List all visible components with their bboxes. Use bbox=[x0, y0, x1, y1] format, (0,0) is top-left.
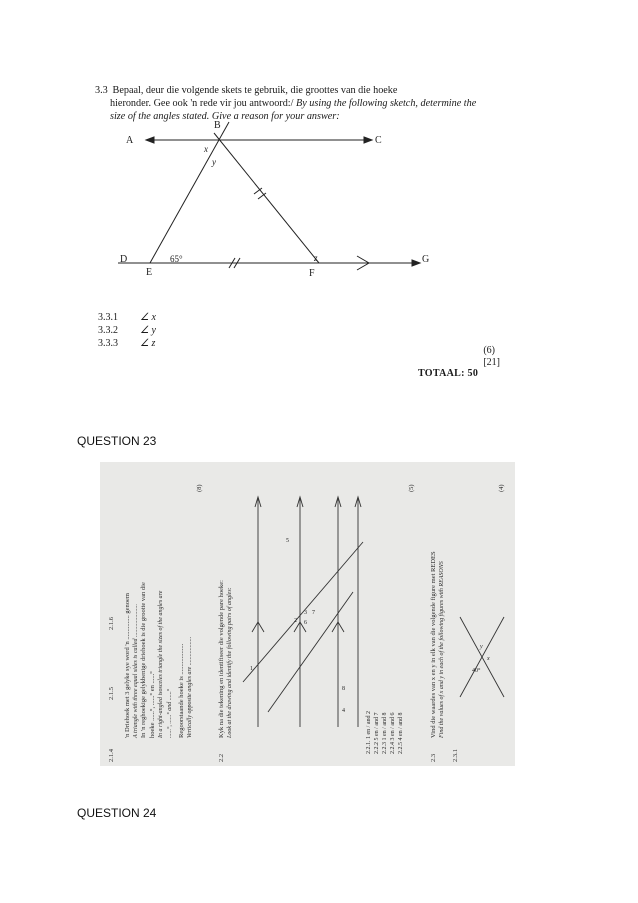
worksheet-photo bbox=[100, 462, 515, 766]
q22-af: Kyk na die tekening en identifiseer die volgende pare hoeke: bbox=[218, 580, 225, 738]
question-number: 3.3 bbox=[95, 85, 108, 96]
angle-number-1: 1 bbox=[250, 666, 253, 672]
q216-af: Regoorstaande hoeke is ................... bbox=[178, 643, 185, 738]
q23-af: Vind die waardes van x en y in elk van die volgende figure met REDES bbox=[430, 551, 437, 738]
q214-en: A triangle with three equal sides is called ...................... bbox=[133, 604, 139, 738]
crossing-lines-figure bbox=[452, 612, 512, 702]
label-b: B bbox=[214, 120, 221, 131]
label-z: z bbox=[314, 253, 318, 263]
mark-4: (4) bbox=[498, 484, 505, 492]
angle-number-4: 4 bbox=[342, 708, 345, 714]
heading-question-23: QUESTION 23 bbox=[77, 434, 157, 448]
q216-num: 2.1.6 bbox=[108, 617, 115, 630]
question-line-2-af: hieronder. Gee ook 'n rede vir jou antwoord:/ bbox=[110, 98, 294, 110]
pair-5: 2.2.5 4 en / and 8 bbox=[398, 712, 404, 754]
parallel-lines-figure bbox=[238, 482, 368, 737]
q22-en: Look at the drawing and identify the following pairs of angles: bbox=[227, 587, 233, 738]
q215-af: In 'n reghoekige gelykbenige driehoek is die grootte van die bbox=[140, 582, 147, 738]
q216-en: Vertically opposite angles are ................... bbox=[187, 636, 193, 738]
subquestion-item: 3.3.2 ∠ y bbox=[98, 325, 156, 336]
q215-en: In a right-angled isosceles triangle the sizes of the angles are bbox=[158, 590, 164, 738]
label-angle-65: 65° bbox=[170, 254, 183, 264]
heading-question-24: QUESTION 24 bbox=[77, 806, 157, 820]
label-g: G bbox=[422, 254, 430, 265]
angle-number-2: 2 bbox=[294, 618, 297, 624]
label-y: y bbox=[212, 157, 216, 167]
pair-4: 2.2.4 3 en / and 6 bbox=[390, 712, 396, 754]
geometry-diagram bbox=[0, 0, 638, 300]
q215-en2: ......°, ......° and ......° bbox=[167, 688, 173, 738]
q215-af2: hoeke ......°, ......° en ......° bbox=[149, 671, 156, 738]
subquestion-item: 3.3.1 ∠ x bbox=[98, 312, 156, 323]
question-line-3-en: size of the angles stated. Give a reason for your answer: bbox=[110, 111, 340, 123]
line-b-e bbox=[150, 122, 229, 263]
label-x: x bbox=[204, 144, 208, 154]
pair-2: 2.2.2 5 en / and 7 bbox=[374, 712, 380, 754]
pair-1: 2.2.1. 1 en / and 2 bbox=[366, 711, 372, 754]
arrow-g-icon bbox=[412, 260, 420, 266]
angle-number-7: 7 bbox=[312, 610, 315, 616]
angle-number-3: 3 bbox=[304, 610, 307, 616]
arrow-a-icon bbox=[146, 137, 154, 143]
label-e: E bbox=[146, 267, 153, 278]
fig-y: y bbox=[480, 644, 483, 650]
total-marks: TOTAAL: 50 bbox=[418, 368, 479, 379]
label-d: D bbox=[120, 254, 128, 265]
mark-5: (5) bbox=[408, 484, 415, 492]
angle-number-6: 6 bbox=[304, 620, 307, 626]
line-b-f bbox=[214, 133, 319, 263]
q214-af: 'n Driehoek met 3 gelyke sye word 'n ............... genoem bbox=[124, 593, 131, 738]
marks-question: [21] bbox=[483, 357, 500, 368]
arrow-c-icon bbox=[364, 137, 372, 143]
angle-number-5: 5 bbox=[286, 538, 289, 544]
question-line-2-en: By using the following sketch, determine the bbox=[296, 98, 477, 110]
q22-num: 2.2 bbox=[218, 753, 225, 762]
pair-3: 2.2.3 1 en / and 8 bbox=[382, 712, 388, 754]
q215-num: 2.1.5 bbox=[108, 687, 115, 700]
subquestion-item: 3.3.3 ∠ z bbox=[98, 338, 156, 349]
q23-en: Find the values of x and y in each of the following figures with REASONS bbox=[439, 561, 445, 738]
fig-x: x bbox=[487, 656, 490, 662]
angle-number-8: 8 bbox=[342, 686, 345, 692]
question-line-1: Bepaal, deur die volgende skets te gebruik, die groottes van die hoeke bbox=[112, 85, 398, 96]
fig-angle: 40° bbox=[472, 668, 481, 674]
marks-part: (6) bbox=[483, 345, 495, 356]
label-c: C bbox=[375, 135, 382, 146]
label-f: F bbox=[309, 268, 315, 279]
label-a: A bbox=[126, 135, 134, 146]
q214-num: 2.1.4 bbox=[108, 749, 115, 762]
q231-num: 2.3.1 bbox=[452, 749, 459, 762]
mark-8: (8) bbox=[196, 484, 203, 492]
q23-num: 2.3 bbox=[430, 753, 437, 762]
subquestion-list bbox=[98, 311, 156, 350]
